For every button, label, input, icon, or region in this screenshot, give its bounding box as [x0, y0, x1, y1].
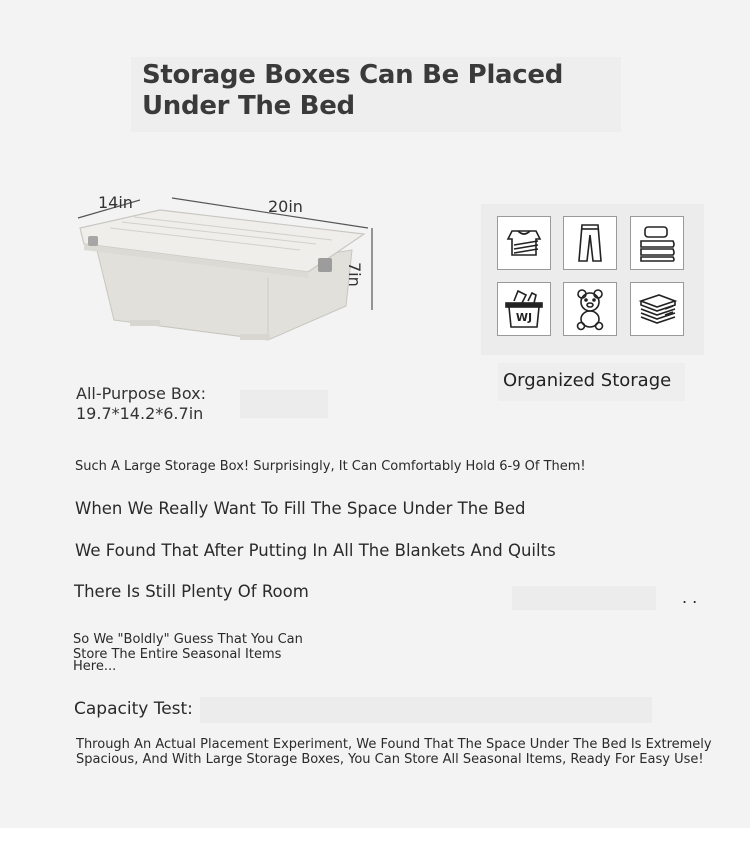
- organized-storage-label: Organized Storage: [503, 370, 672, 391]
- faint-bar: [200, 697, 652, 723]
- capacity-heading: Capacity Test:: [74, 699, 193, 719]
- teddy-bear-icon: [563, 282, 617, 336]
- toy-basket-icon: [497, 282, 551, 336]
- page-title: [142, 60, 563, 122]
- body-line-3: We Found That After Putting In All The Blankets And Quilts: [75, 541, 556, 560]
- height-dimension-label: 7in: [345, 262, 364, 287]
- spec-label: All-Purpose Box:: [76, 384, 207, 403]
- ellipsis-dots: . .: [682, 588, 698, 607]
- spec-dimensions: 19.7*14.2*6.7in: [76, 404, 204, 423]
- note-line-1: So We "Boldly" Guess That You Can: [73, 632, 303, 647]
- folded-sweater-icon: [497, 216, 551, 270]
- faint-bar: [240, 390, 328, 418]
- body-line-2: When We Really Want To Fill The Space Under The Bed: [75, 499, 526, 518]
- pants-icon: [563, 216, 617, 270]
- stacked-books-icon: [630, 282, 684, 336]
- note-line-3: Here...: [73, 659, 117, 674]
- box-spec: [76, 384, 206, 424]
- note-line-2: Store The Entire Seasonal Items: [73, 647, 282, 662]
- title-line-2: Under The Bed: [142, 91, 355, 121]
- bedding-icon: [630, 216, 684, 270]
- body-line-1: Such A Large Storage Box! Surprisingly, It Can Comfortably Hold 6-9 Of Them!: [75, 459, 586, 474]
- title-line-1: Storage Boxes Can Be Placed: [142, 60, 564, 90]
- length-dimension-label: 20in: [268, 197, 303, 216]
- conclusion-text: Through An Actual Placement Experiment, We Found That The Space Under The Bed Is Extremely Spacious, And With Large Storage Boxes, You Can Store All Seasonal Items, Ready For Easy Use!: [76, 737, 712, 767]
- storage-box-image: [70, 188, 390, 348]
- seasonal-note: [73, 632, 303, 677]
- faint-bar: [512, 586, 656, 610]
- basket-label: WJ: [515, 311, 533, 324]
- body-line-4: There Is Still Plenty Of Room: [74, 582, 309, 601]
- width-dimension-label: 14in: [98, 193, 133, 212]
